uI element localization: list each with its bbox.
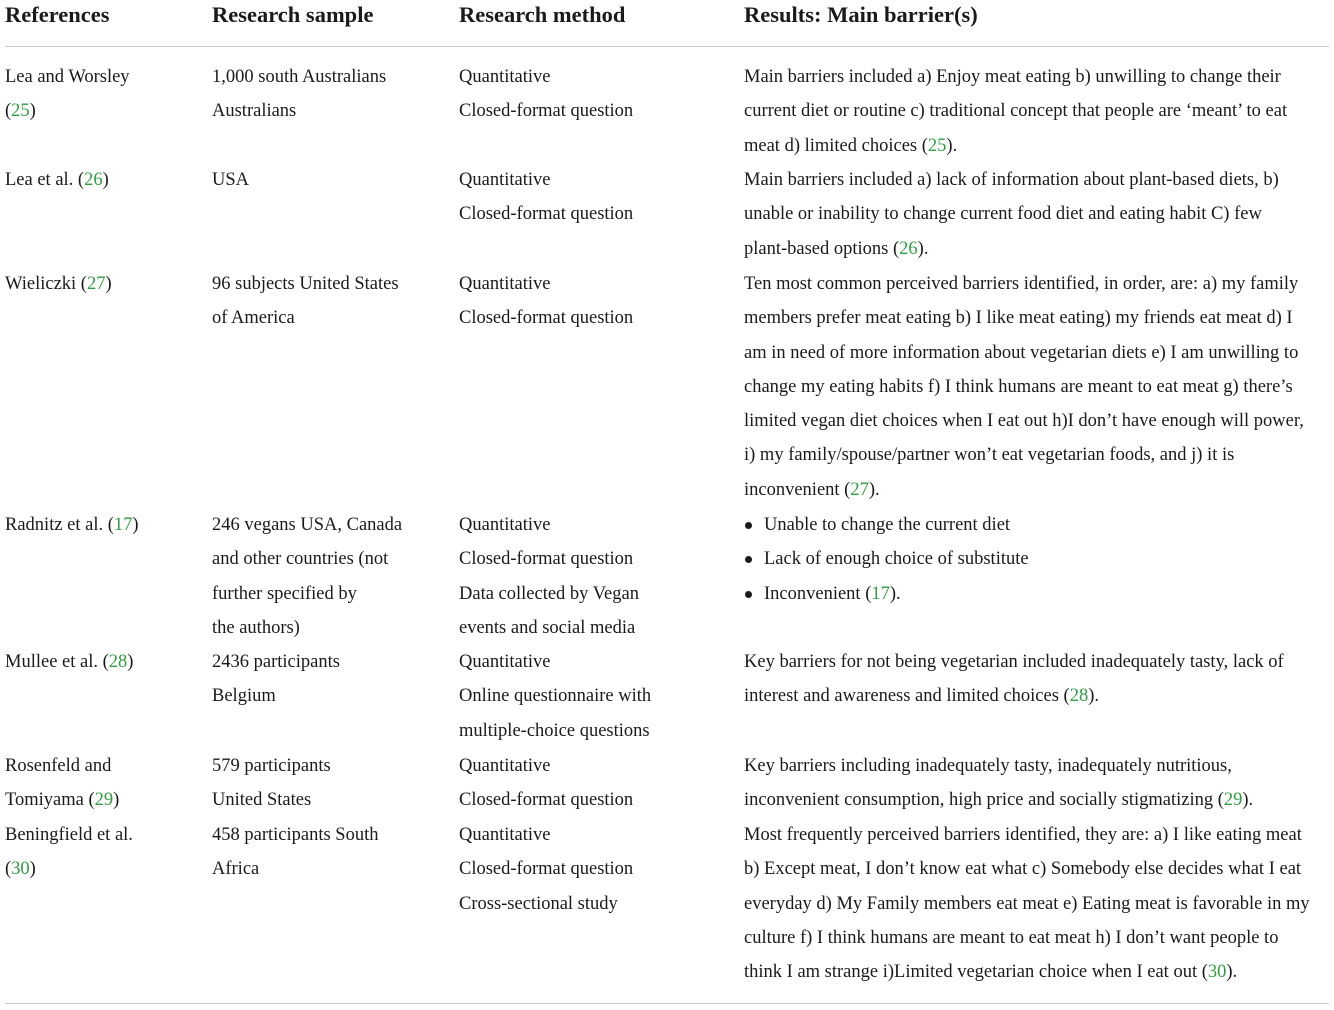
- cell-results: [744, 749, 1326, 818]
- header-research-sample: Research sample: [212, 2, 374, 27]
- line-text: Beningfield et al.: [5, 825, 133, 845]
- cell-line: 246 vegans USA, Canada: [212, 515, 403, 535]
- cell-line: 458 participants South: [212, 825, 379, 845]
- line-suffix: ): [127, 652, 134, 672]
- cell-line: [744, 129, 1326, 163]
- cell-line: Ten most common perceived barriers identified, in order, are: a) my family: [744, 274, 1299, 294]
- cell-line: unable or inability to change current food diet and eating habit C) few: [744, 204, 1262, 225]
- cell-results: [744, 163, 1326, 266]
- cell-research-sample: [212, 749, 452, 818]
- cell-line: [744, 232, 1326, 266]
- line-text: meat d) limited choices (: [744, 135, 928, 156]
- cell-line: Belgium: [212, 686, 276, 707]
- cell-line: Quantitative: [459, 756, 551, 776]
- line-suffix: ).: [1226, 962, 1238, 983]
- cell-line: [744, 473, 1326, 507]
- cell-line: change my eating habits f) I think humans are meant to eat meat g) there’s: [744, 376, 1293, 397]
- line-text: Tomiyama (: [5, 790, 95, 811]
- cell-line: Australians: [212, 101, 297, 122]
- cell-line: [5, 852, 205, 886]
- cell-line: and other countries (not: [212, 549, 389, 570]
- cell-line: [5, 163, 205, 197]
- cell-line: United States: [212, 790, 312, 811]
- line-suffix: ).: [946, 135, 958, 156]
- bullet-suffix: ).: [889, 583, 901, 604]
- cell-line: 96 subjects United States: [212, 274, 399, 294]
- header-rule: [5, 46, 1329, 47]
- cell-line: Quantitative: [459, 652, 551, 672]
- cell-line: [5, 508, 205, 542]
- line-text: Radnitz et al. (: [5, 515, 114, 535]
- header-references: References: [5, 2, 110, 27]
- bullet-item: [744, 508, 1326, 542]
- citation-link: 17: [871, 583, 890, 604]
- citation-link: 28: [1069, 686, 1089, 707]
- cell-line: 579 participants: [212, 756, 331, 776]
- cell-research-method: [459, 163, 737, 232]
- citation-link: 25: [927, 135, 947, 156]
- line-text: (: [5, 101, 12, 122]
- line-text: Rosenfeld and: [5, 756, 112, 776]
- cell-reference: [5, 749, 205, 818]
- cell-results: [744, 645, 1326, 714]
- cell-line: Quantitative: [459, 274, 551, 294]
- cell-line: Quantitative: [459, 825, 551, 845]
- line-text: inconvenient consumption, high price and socially stigmatizing (: [744, 790, 1224, 811]
- cell-line: b) Except meat, I don’t know eat what c) Somebody else decides what I eat: [744, 859, 1302, 880]
- cell-line: Closed-format question: [459, 859, 634, 880]
- cell-line: Closed-format question: [459, 790, 634, 811]
- cell-line: Africa: [212, 859, 260, 880]
- cell-line: everyday d) My Family members eat meat e) Eating meat is favorable in my: [744, 893, 1310, 914]
- cell-line: 2436 participants: [212, 652, 340, 672]
- citation-link: 26: [84, 170, 103, 190]
- cell-results: [744, 60, 1326, 163]
- cell-line: i) my family/spouse/partner won’t eat vegetarian foods, and j) it is: [744, 445, 1235, 466]
- cell-line: further specified by: [212, 583, 357, 604]
- cell-line: [5, 749, 205, 783]
- cell-line: [744, 955, 1326, 989]
- cell-research-sample: [212, 508, 452, 645]
- line-text: plant-based options (: [744, 238, 900, 259]
- citation-link: 30: [1207, 962, 1227, 983]
- citation-link: 27: [850, 479, 869, 500]
- cell-line: [744, 679, 1326, 713]
- header-research-method: Research method: [459, 2, 626, 27]
- citation-link: 27: [86, 274, 106, 294]
- line-suffix: ): [105, 274, 112, 294]
- cell-results: [744, 818, 1326, 989]
- cell-line: Quantitative: [459, 67, 551, 87]
- cell-line: Quantitative: [459, 170, 551, 190]
- cell-line: am in need of more information about vegetarian diets e) I am unwilling to: [744, 342, 1299, 363]
- line-suffix: ): [132, 515, 139, 535]
- line-text: (: [5, 859, 12, 880]
- cell-line: of America: [212, 308, 295, 329]
- cell-line: [5, 94, 205, 128]
- cell-line: Main barriers included a) Enjoy meat eating b) unwilling to change their: [744, 67, 1281, 87]
- cell-line: Data collected by Vegan: [459, 583, 639, 604]
- line-text: interest and awareness and limited choices (: [744, 686, 1070, 707]
- cell-research-method: [459, 749, 737, 818]
- bullet-item: [744, 577, 1326, 611]
- citation-link: 25: [11, 101, 30, 122]
- cell-line: limited vegan diet choices when I eat out h)I don’t have enough will power,: [744, 411, 1304, 432]
- line-text: Lea and Worsley: [5, 67, 130, 87]
- cell-results: [744, 267, 1326, 507]
- cell-line: [5, 267, 205, 301]
- line-text: Wieliczki (: [5, 274, 87, 294]
- cell-research-method: [459, 267, 737, 336]
- cell-line: [744, 783, 1326, 817]
- cell-line: culture f) I think humans are meant to eat meat h) I don’t want people to: [744, 927, 1279, 948]
- cell-line: multiple-choice questions: [459, 720, 650, 741]
- cell-research-sample: [212, 645, 452, 714]
- cell-research-method: [459, 508, 737, 645]
- cell-line: Online questionnaire with: [459, 686, 652, 707]
- line-suffix: ).: [917, 238, 929, 259]
- citation-link: 17: [113, 515, 133, 535]
- cell-line: Most frequently perceived barriers identified, they are: a) I like eating meat: [744, 825, 1302, 845]
- line-text: Mullee et al. (: [5, 652, 109, 672]
- cell-line: [5, 818, 205, 852]
- bullet-text: Lack of enough choice of substitute: [764, 549, 1029, 570]
- cell-research-sample: [212, 818, 452, 887]
- cell-line: [5, 783, 205, 817]
- cell-line: the authors): [212, 617, 300, 638]
- line-suffix: ).: [868, 479, 880, 500]
- bullet-list: [744, 508, 1326, 611]
- citation-link: 29: [94, 790, 114, 811]
- citation-link: 29: [1223, 790, 1243, 811]
- bottom-rule: [5, 1003, 1329, 1004]
- cell-research-sample: [212, 60, 452, 129]
- header-results: Results: Main barrier(s): [744, 2, 978, 27]
- cell-results: [744, 508, 1326, 611]
- cell-reference: [5, 60, 205, 129]
- cell-research-method: [459, 818, 737, 921]
- cell-research-sample: [212, 267, 452, 336]
- cell-reference: [5, 163, 205, 197]
- citation-link: 30: [11, 859, 30, 880]
- bullet-text: Inconvenient (: [764, 583, 872, 604]
- line-suffix: ): [29, 101, 36, 122]
- cell-research-method: [459, 60, 737, 129]
- cell-reference: [5, 267, 205, 301]
- cell-line: USA: [212, 170, 250, 190]
- line-suffix: ).: [1088, 686, 1099, 707]
- cell-reference: [5, 508, 205, 542]
- line-suffix: ): [29, 859, 36, 880]
- cell-research-method: [459, 645, 737, 748]
- cell-line: Closed-format question: [459, 204, 634, 225]
- cell-line: [5, 60, 205, 94]
- cell-reference: [5, 818, 205, 887]
- bullet-text: Unable to change the current diet: [764, 515, 1011, 535]
- cell-line: Cross-sectional study: [459, 893, 618, 914]
- citation-link: 26: [899, 238, 918, 259]
- line-suffix: ): [102, 170, 109, 190]
- cell-line: [5, 645, 205, 679]
- line-suffix: ).: [1242, 790, 1254, 811]
- cell-line: events and social media: [459, 617, 636, 638]
- line-text: Lea et al. (: [5, 170, 85, 190]
- cell-line: Closed-format question: [459, 101, 634, 122]
- cell-line: Quantitative: [459, 515, 551, 535]
- cell-line: Closed-format question: [459, 549, 634, 570]
- bullet-item: [744, 542, 1326, 576]
- cell-line: Closed-format question: [459, 308, 634, 329]
- line-text: think I am strange i)Limited vegetarian choice when I eat out (: [744, 962, 1208, 983]
- cell-line: Main barriers included a) lack of information about plant-based diets, b): [744, 170, 1279, 190]
- cell-line: Key barriers for not being vegetarian included inadequately tasty, lack of: [744, 652, 1284, 672]
- cell-line: 1,000 south Australians: [212, 67, 387, 87]
- cell-reference: [5, 645, 205, 679]
- line-suffix: ): [113, 790, 120, 811]
- citation-link: 28: [108, 652, 128, 672]
- cell-line: members prefer meat eating b) I like meat eating) my friends eat meat d) I: [744, 308, 1293, 329]
- cell-line: current diet or routine c) traditional concept that people are ‘meant’ to eat: [744, 101, 1288, 122]
- cell-research-sample: [212, 163, 452, 197]
- cell-line: Key barriers including inadequately tasty, inadequately nutritious,: [744, 756, 1232, 776]
- line-text: inconvenient (: [744, 479, 851, 500]
